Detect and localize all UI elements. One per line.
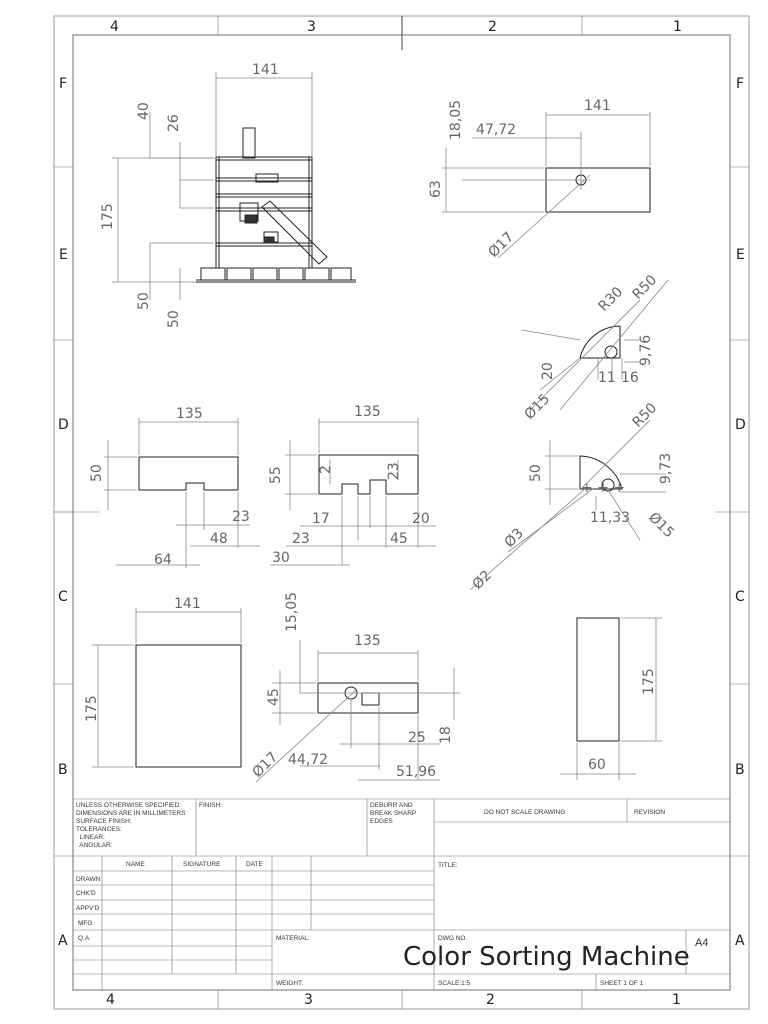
- revision-label: REVISION: [634, 809, 666, 816]
- dim-label: R50: [629, 400, 661, 431]
- dim-label: 175: [100, 203, 116, 230]
- dim-label: Ø2: [469, 567, 495, 593]
- dim-label: Ø15: [645, 509, 677, 542]
- zone-row-label: B: [735, 762, 745, 778]
- zone-col-label: 2: [488, 19, 497, 35]
- zone-row-label: C: [735, 589, 745, 605]
- zone-col-label: 2: [486, 992, 495, 1008]
- dim-label: 50: [528, 464, 544, 482]
- zone-col-label: 1: [672, 992, 681, 1008]
- dim-label: 141: [584, 98, 611, 114]
- dim-label: 55: [268, 466, 284, 484]
- zone-row-label: F: [736, 76, 745, 92]
- zone-col-label: 3: [304, 992, 313, 1008]
- sheet-label: SHEET 1 OF 1: [600, 980, 644, 987]
- arc-part-view: [522, 272, 668, 423]
- note-line: UNLESS OTHERWISE SPECIFIED:: [76, 802, 181, 809]
- zone-row-label: A: [58, 933, 68, 949]
- note-line: LINEAR:: [76, 834, 105, 841]
- dim-label: Ø15: [521, 391, 554, 423]
- note-line: SURFACE FINISH:: [76, 818, 132, 825]
- title-block: [73, 799, 730, 990]
- dim-label: 135: [176, 406, 203, 422]
- dim-label: 175: [84, 695, 100, 722]
- dim-label: R30: [595, 284, 627, 315]
- zone-row-label: D: [58, 417, 69, 433]
- dim-label: R50: [629, 272, 661, 303]
- dim-label: Ø17: [485, 229, 518, 261]
- weight-label: WEIGHT:: [276, 980, 304, 987]
- material-label: MATERIAL:: [276, 935, 310, 942]
- dim-label: 45: [266, 688, 282, 706]
- dim-label: 11,33: [590, 510, 631, 526]
- dim-label: 50: [136, 292, 152, 310]
- zone-row-label: D: [735, 417, 746, 433]
- dim-label: 2: [318, 465, 334, 474]
- header-name: NAME: [126, 861, 145, 868]
- dwg-no-label: DWG NO.: [438, 935, 468, 942]
- zone-col-label: 1: [673, 19, 682, 35]
- zone-row-label: F: [59, 76, 68, 92]
- dim-label: 17: [312, 511, 330, 527]
- zone-row-label: C: [58, 589, 68, 605]
- top-plate-view: [428, 98, 650, 261]
- deburr-line: EDGES: [370, 818, 393, 825]
- role-label: Q.A: [78, 935, 90, 942]
- dim-label: 51,96: [396, 764, 437, 780]
- dim-label: 18,05: [448, 99, 464, 140]
- dim-label: 47,72: [476, 122, 517, 138]
- dim-label: 9,76: [638, 334, 654, 366]
- dim-label: 23: [386, 462, 402, 480]
- deburr-line: BREAK SHARP: [370, 810, 417, 817]
- block-two-view: [268, 404, 436, 566]
- note-line: ANGULAR:: [76, 842, 113, 849]
- role-label: DRAWN: [76, 876, 101, 883]
- dim-label: 48: [210, 531, 228, 547]
- dim-label: 45: [390, 531, 408, 547]
- header-date: DATE: [246, 861, 263, 868]
- dim-label: 141: [174, 596, 201, 612]
- dim-label: Ø17: [249, 749, 282, 781]
- machine-front-view: [100, 62, 356, 328]
- zone-col-label: 3: [307, 19, 316, 35]
- dim-label: 18: [438, 726, 454, 744]
- dim-label: 60: [588, 757, 606, 773]
- square-plate-view: [84, 596, 241, 767]
- dim-label: 23: [232, 509, 250, 525]
- dim-label: 40: [136, 102, 152, 120]
- title-label: TITLE:: [438, 862, 458, 869]
- outer-border: [54, 16, 749, 1009]
- zone-row-label: E: [736, 247, 745, 263]
- header-signature: SIGNATURE: [183, 861, 221, 868]
- inner-border: [73, 35, 730, 990]
- dim-label: 63: [428, 180, 444, 198]
- dim-label: 30: [272, 550, 290, 566]
- zone-row-label: A: [735, 933, 745, 949]
- arc-holes-view: [470, 400, 677, 593]
- zone-col-label: 4: [110, 19, 119, 35]
- dim-label: 175: [641, 668, 657, 695]
- role-label: APPV'D: [76, 905, 100, 912]
- zone-row-label: E: [59, 247, 68, 263]
- dim-label: 26: [166, 114, 182, 132]
- deburr-line: DEBURR AND: [370, 802, 413, 809]
- role-label: MFG: [78, 920, 93, 927]
- dim-label: 50: [166, 310, 182, 328]
- zone-dividers: [54, 16, 749, 1009]
- block-one-view: [89, 406, 260, 568]
- dim-label: 44,72: [288, 752, 329, 768]
- zone-col-label: 4: [106, 992, 115, 1008]
- dim-label: 11: [598, 370, 616, 386]
- dim-label: 9,73: [658, 452, 674, 484]
- dim-label: 135: [354, 404, 381, 420]
- dim-label: 20: [540, 362, 556, 380]
- dim-label: 50: [89, 464, 105, 482]
- role-label: CHK'D: [76, 890, 96, 897]
- finish-label: FINISH:: [199, 802, 223, 809]
- dim-label: Ø3: [501, 525, 527, 551]
- tall-plate-view: [560, 618, 662, 780]
- dim-label: 135: [354, 633, 381, 649]
- no-scale-label: DO NOT SCALE DRAWING: [484, 809, 566, 816]
- dim-label: 16: [621, 370, 639, 386]
- drawing-title: Color Sorting Machine: [403, 942, 690, 972]
- dim-label: 23: [292, 531, 310, 547]
- slotted-plate-view: [250, 592, 460, 782]
- zone-row-label: B: [58, 762, 68, 778]
- small-hole-marker: + + +: [581, 480, 626, 496]
- dim-label: 64: [154, 552, 172, 568]
- note-line: DIMENSIONS ARE IN MILLIMETERS: [76, 810, 186, 817]
- note-line: TOLERANCES:: [76, 826, 122, 833]
- sheet-size: A4: [695, 937, 709, 949]
- dim-label: 20: [412, 511, 430, 527]
- dim-label: 25: [408, 730, 426, 746]
- dim-label: 15,05: [284, 591, 300, 632]
- scale-label: SCALE:1:5: [438, 980, 471, 987]
- dim-label: 141: [252, 62, 279, 78]
